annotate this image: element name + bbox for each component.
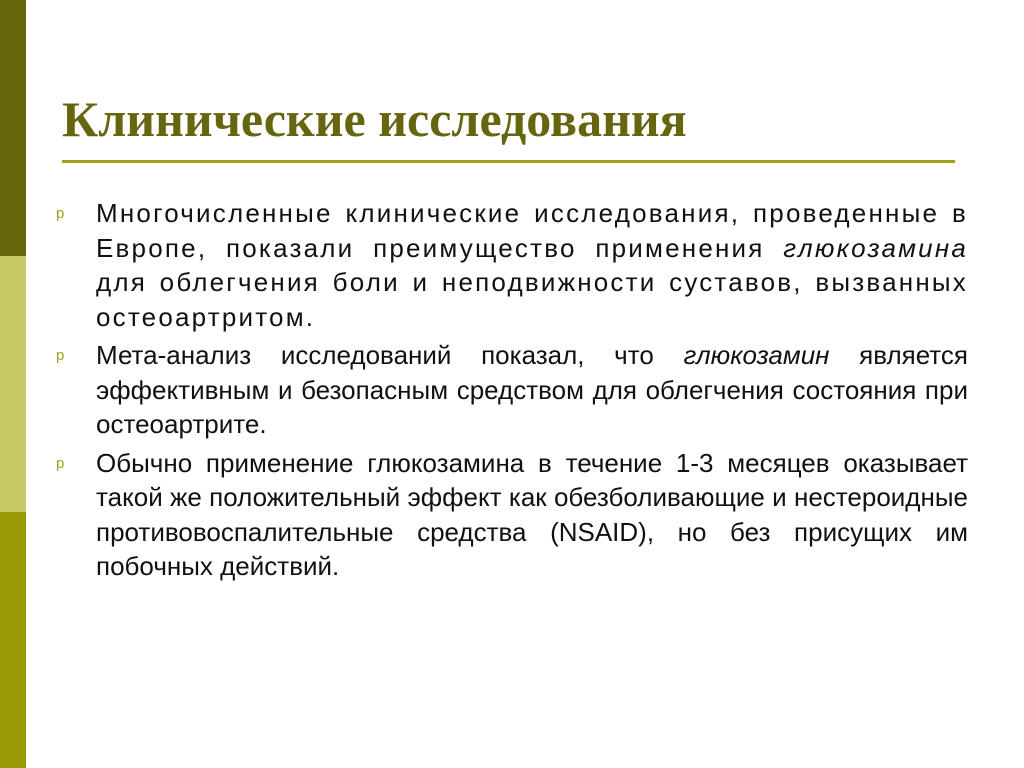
bullet-marker-icon: p (56, 454, 65, 472)
bullet-2-text-a: Мета-анализ исследований показал, что (96, 340, 684, 370)
bullet-marker-icon: p (56, 347, 65, 364)
sidebar-bottom-band (0, 512, 26, 768)
sidebar-top-band (0, 0, 26, 256)
sidebar-middle-band (0, 256, 26, 512)
slide-title: Клинические исследования (62, 91, 687, 147)
bullet-item-2 (56, 338, 968, 442)
bullet-list (56, 196, 968, 588)
bullet-1-emphasis: глюкозамина (783, 232, 968, 263)
bullet-item-3 (56, 446, 968, 584)
bullet-marker-icon: p (56, 205, 67, 222)
bullet-2-emphasis: глюкозамин (683, 340, 830, 370)
bullet-item-1 (56, 196, 968, 334)
bullet-1-text-b: для облегчения боли и неподвижности суставов, вызванных остеоартритом. (96, 267, 968, 332)
bullet-3-text: Обычно применение глюкозамина в течение 1-3 месяцев оказывает такой же положительный эффект как обезболивающие и нестероидные противовоспалительные средства (NSAID), но без присущих им побочных действий. (96, 447, 968, 581)
bullet-1-text-a: Многочисленные клинические исследования, проведенные в Европе, показали преимущество применения (96, 198, 968, 263)
bullet-2-text-b: является эффективным и безопасным средством для облегчения состояния при остеоартрите. (96, 340, 968, 439)
title-underline (62, 160, 955, 163)
